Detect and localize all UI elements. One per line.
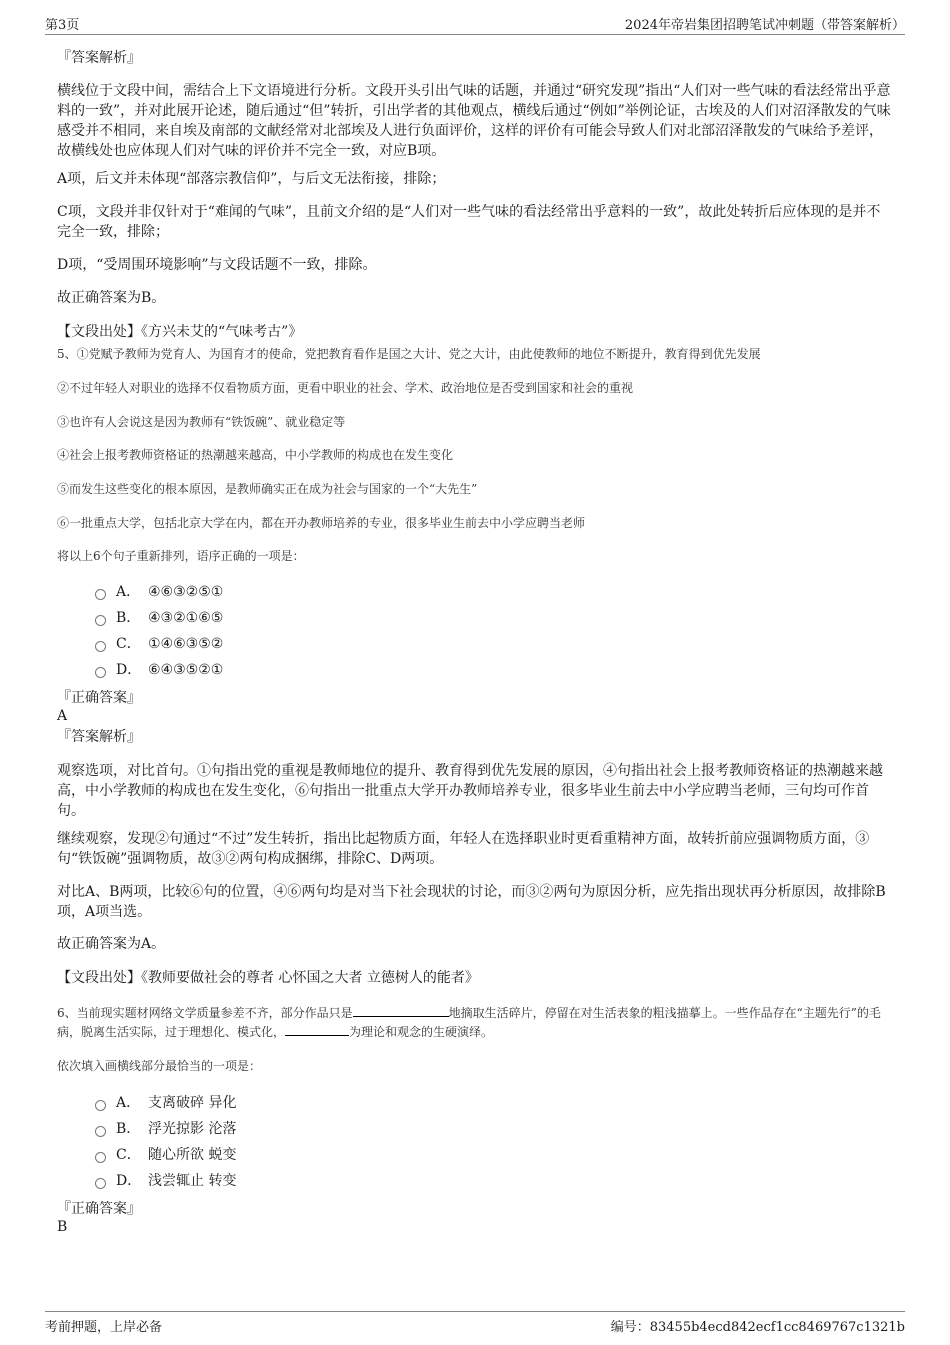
option-c[interactable]: C． 随心所欲 蜕变 (95, 1144, 236, 1166)
option-a[interactable]: A． ④⑥③②⑤① (95, 581, 223, 603)
sentence-item: ⑤而发生这些变化的根本原因，是教师确实正在成为社会与国家的一个“大先生” (57, 482, 478, 496)
sentence-item: ④社会上报考教师资格证的热潮越来越高，中小学教师的构成也在发生变化 (57, 448, 454, 462)
page-number: 第3页 (45, 18, 80, 33)
question-prompt: 将以上6个句子重新排列，语序正确的一项是： (57, 549, 305, 563)
correct-answer: A (57, 708, 68, 724)
radio-icon[interactable] (95, 589, 106, 600)
radio-icon[interactable] (95, 1100, 106, 1111)
option-c[interactable]: C． ①④⑥③⑤② (95, 633, 223, 655)
analysis-paragraph: C项，文段并非仅针对于“难闻的气味”，且前文介绍的是“人们对一些气味的看法经常出乎意料的一致”，故此处转折后应体现的是并不完全一致，排除； (57, 204, 881, 240)
footer-slogan: 考前押题，上岸必备 (45, 1320, 163, 1335)
radio-icon[interactable] (95, 641, 106, 652)
option-a[interactable]: A． 支离破碎 异化 (95, 1092, 236, 1114)
document-title: 2024年帝岩集团招聘笔试冲刺题（带答案解析） (624, 18, 905, 33)
question-stem: 6、当前现实题材网络文学质量参差不齐，部分作品只是 地摘取生活碎片，停留在对生活表象的粗浅描摹上。一些作品存在“主题先行”的毛病，脱离生活实际，过于理想化、模式化， 为理论和观念的生硬演绎。 (57, 1003, 892, 1041)
source-citation: 【文段出处】《方兴未艾的“气味考古”》 (57, 324, 303, 340)
question-stem: 5、①党赋予教师为党育人、为国育才的使命，党把教育看作是国之大计、党之大计，由此使教师的地位不断提升，教育得到优先发展 (57, 347, 761, 361)
analysis-paragraph: 观察选项，对比首句。①句指出党的重视是教师地位的提升、教育得到优先发展的原因，④句指出社会上报考教师资格证的热潮越来越高，中小学教师的构成也在发生变化，⑥句指出一批重点大学开办教师培养专业，很多毕业生前去中小学应聘当老师，三句均可作首句。 (57, 763, 883, 819)
radio-icon[interactable] (95, 1178, 106, 1189)
analysis-paragraph: 横线位于文段中间，需结合上下文语境进行分析。文段开头引出气味的话题，并通过“研究发现”指出“人们对一些气味的看法经常出乎意料的一致”，并对此展开论述，随后通过“但”转折，引出学者的其他观点，横线后通过“例如”举例论证，古埃及的人们对沼泽散发的气味感受并不相同，来自埃及南部的文献经常对北部埃及人进行负面评价，这样的评价有可能会导致人们对北部沼泽散发的气味给予差评，故横线处也应体现人们对气味的评价并不完全一致，对应B项。 (57, 83, 891, 159)
analysis-paragraph: A项，后文并未体现“部落宗教信仰”，与后文无法衔接，排除； (57, 171, 446, 187)
answer-conclusion: 故正确答案为B。 (57, 290, 166, 306)
analysis-paragraph: D项，“受周围环境影响”与文段话题不一致，排除。 (57, 257, 377, 273)
document-id: 编号：83455b4ecd842ecf1cc8469767c1321b (610, 1320, 905, 1335)
sentence-item: ⑥一批重点大学，包括北京大学在内，都在开办教师培养的专业，很多毕业生前去中小学应聘当老师 (57, 516, 586, 530)
correct-answer-label: 『正确答案』 (57, 690, 141, 706)
analysis-paragraph: 对比A、B两项，比较⑥句的位置，④⑥两句均是对当下社会现状的讨论，而③②两句为原因分析，应先指出现状再分析原因，故排除B项，A项当选。 (57, 884, 886, 920)
sentence-item: ③也许有人会说这是因为教师有“铁饭碗”、就业稳定等 (57, 415, 346, 429)
page-footer (45, 1311, 905, 1336)
sentence-item: ②不过年轻人对职业的选择不仅看物质方面，更看中职业的社会、学术、政治地位是否受到国家和社会的重视 (57, 381, 634, 395)
blank-line (353, 1003, 449, 1017)
source-citation: 【文段出处】《教师要做社会的尊者 心怀国之大者 立德树人的能者》 (57, 970, 479, 986)
question-prompt: 依次填入画横线部分最恰当的一项是： (57, 1059, 262, 1073)
correct-answer-label: 『正确答案』 (57, 1201, 141, 1217)
page-header (45, 12, 905, 35)
option-d[interactable]: D． 浅尝辄止 转变 (95, 1170, 236, 1192)
radio-icon[interactable] (95, 667, 106, 678)
radio-icon[interactable] (95, 1152, 106, 1163)
radio-icon[interactable] (95, 1126, 106, 1137)
option-b[interactable]: B． 浮光掠影 沦落 (95, 1118, 236, 1140)
answer-conclusion: 故正确答案为A。 (57, 936, 166, 952)
correct-answer: B (57, 1219, 68, 1235)
radio-icon[interactable] (95, 615, 106, 626)
analysis-label: 『答案解析』 (57, 50, 141, 66)
analysis-paragraph: 继续观察，发现②句通过“不过”发生转折，指出比起物质方面，年轻人在选择职业时更看重精神方面，故转折前应强调物质方面，③句“铁饭碗”强调物质，故③②两句构成捆绑，排除C、D两项。 (57, 831, 870, 867)
option-d[interactable]: D． ⑥④③⑤②① (95, 659, 223, 681)
blank-line (285, 1022, 349, 1036)
analysis-label: 『答案解析』 (57, 729, 141, 745)
option-b[interactable]: B． ④③②①⑥⑤ (95, 607, 223, 629)
